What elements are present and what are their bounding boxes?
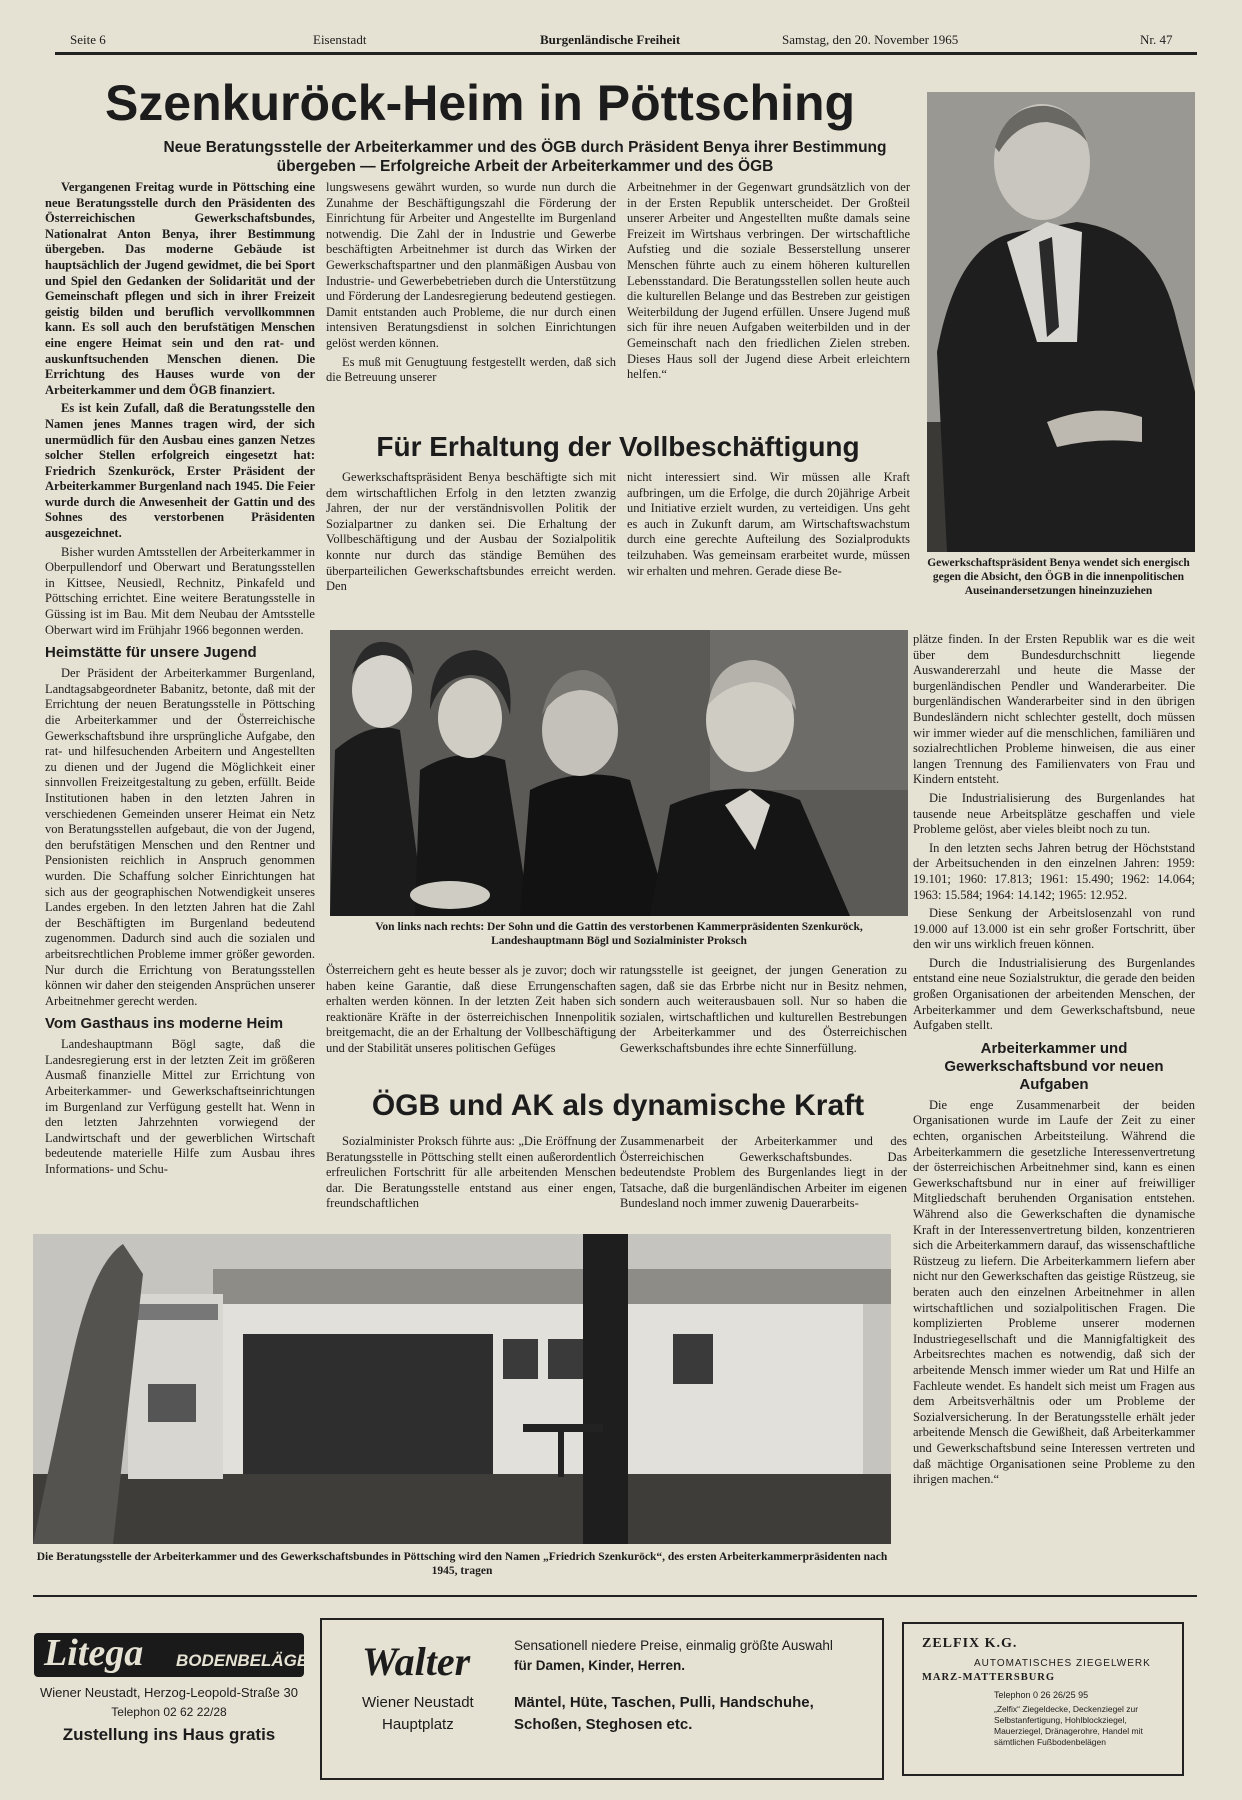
litega-address: Wiener Neustadt, Herzog-Leopold-Straße 30 — [40, 1685, 298, 1700]
paragraph: Durch die Industrialisierung des Burgenlandes entstand eine neue Sozialstruktur, die gerade den beiden großen Organisationen der arbeitenden Menschen, der Arbeiterkammer und dem Gewerkschaftsbund, neue Aufgaben stellt. — [913, 955, 1195, 1033]
vb-left — [326, 470, 616, 598]
paragraph: Bisher wurden Amtsstellen der Arbeiterkammer in Oberpullendorf und Oberwart und Beratungsstellen in Kittsee, Neusiedl, Rechnitz, Pinkafeld und Pöttsching errichtet. Eine weitere Beratungsstelle in Güssing ist im Bau. Mit dem Neubau der Amtsstelle Oberwart wird im Frühjahr 1966 begonnen werden. — [45, 544, 315, 637]
header-rule — [55, 52, 1197, 55]
mid-right — [620, 963, 907, 1060]
litega-phone: Telephon 02 62 22/28 — [111, 1705, 227, 1719]
photo-benya-caption: Gewerkschaftspräsident Benya wendet sich energisch gegen die Absicht, den ÖGB in die innenpolitischen Auseinandersetzungen hineinzuziehen — [927, 557, 1190, 597]
walter-line4: Schoßen, Steghosen etc. — [514, 1716, 693, 1733]
ads-rule — [33, 1595, 1197, 1597]
intro-paragraph: Vergangenen Freitag wurde in Pöttsching eine neue Beratungsstelle durch den Präsidenten des Österreichischen Gewerkschaftsbundes, Nationalrat Anton Benya, ihrer Bestimmung übergeben. Das moderne Gebäude ist hauptsächlich der Jugend gewidmet, die bei Sport und Spiel den Gedanken der Solidarität und der Gemeinschaft pflegen und sich in ihrer Freizeit geistig bilden und beruflich vervollkommnen kann. Es soll auch den berufstätigen Menschen eine engere Heimat sein und den rat- und auskunftsuchenden Menschen dienen. Die Errichtung des Hauses wurde von der Arbeiterkammer und dem ÖGB finanziert. — [45, 180, 315, 397]
paragraph: Arbeitnehmer in der Gegenwart grundsätzlich von der in der Ersten Republik unterscheidet. Der Großteil unserer Arbeiter und Angestellten mußte damals seine Freizeit im Wirtshaus verbringen. Der wirtschaftliche Aufstieg und die soziale Besserstellung unserer Menschen führte auch zu einem höheren kulturellen Lebensstandard. Die Beratungsstellen sollen heute auch die kulturellen Belange und das Bestreben zur geistigen Weiterbildung der Jugend erfüllen. Unsere Jugend muß sich für ihre neuen Aufgaben weiterbilden und in der Gemeinschaft nach den friedlichen Zielen streben. Dieses Haus soll der Jugend diese Arbeit erleichtern helfen.“ — [627, 180, 910, 382]
litega-tag: BODENBELÄGE — [176, 1651, 309, 1670]
photo-building — [33, 1234, 891, 1544]
paragraph: lungswesens gewährt wurden, so wurde nun durch die Zunahme der Beschäftigungszahl die Förderung der Einrichtung für Arbeiter und Angestellte im Burgenland notwendig. Die Zahl der in Industrie und Gewerbe beschäftigten Arbeitnehmer ist durch das Wirken der Gewerkschaftspartner und den planmäßigen Ausbau von Industrie- und Gewerbebetrieben durch die Unterstützung und Förderung der Landesregierung bedeutend gestiegen. Damit entstanden auch Probleme, die nur durch einen intensiven Beratungsdienst in solchen Einrichtungen gelöst werden können. — [326, 180, 616, 350]
paragraph: ratungsstelle ist geeignet, der jungen Generation zu sagen, daß sie das Erbrbe nicht nur in Besitz nehmen, sondern auch weiterausbauen soll. Nur so haben die sozialen, wirtschaftlichen und kulturellen Bestrebungen der Arbeiterkammer und des Österreichischen Gewerkschaftsbundes ihre echte Sinnerfüllung. — [620, 963, 907, 1055]
headline: Szenkuröck-Heim in Pöttsching — [104, 75, 856, 131]
building-illustration — [33, 1234, 891, 1544]
photo-benya — [927, 92, 1195, 552]
ad-zelfix — [902, 1622, 1184, 1776]
paragraph: Landeshauptmann Bögl sagte, daß die Landesregierung erst in der letzten Zeit im größeren Ausmaß finanzielle Mittel zur Errichtung von Arbeiterkammer- und Gewerkschaftseinrichtungen im Burgenland zur Verfügung gestellt hat. Wenn in den letzten Jahrzehnten vorwiegend der Landwirtschaft und der gewerblichen Wirtschaft bedeutende materielle Hilfe zum Ausbau ihres Informations- und Schu- — [45, 1037, 315, 1177]
subheading-jugend: Heimstätte für unsere Jugend — [45, 644, 257, 662]
paragraph: Diese Senkung der Arbeitslosenzahl von rund 19.000 auf 13.000 ist ein sehr großer Fortschritt, über den wir uns wirklich freuen können. — [913, 906, 1195, 952]
column-right — [913, 632, 1195, 1491]
paragraph: Die Industrialisierung des Burgenlandes hat tausende neue Arbeitsplätze geschaffen und viele Probleme gelöst, aber vieles bleibt noch zu tun. — [913, 790, 1195, 837]
litega-brand: Litega — [44, 1632, 144, 1674]
litega-logo — [34, 1632, 309, 1677]
walter-line3: Mäntel, Hüte, Taschen, Pulli, Handschuhe, — [514, 1694, 814, 1711]
column-3 — [627, 180, 910, 386]
walter-line2: für Damen, Kinder, Herren. — [514, 1658, 686, 1673]
dk-left — [326, 1134, 616, 1215]
subheadline: Neue Beratungsstelle der Arbeiterkammer und des ÖGB durch Präsident Benya ihrer Bestimmung übergeben — Erfolgreiche Arbeit der Arbeiterkammer und des ÖGB — [163, 139, 887, 175]
mid-left — [326, 963, 616, 1060]
zelfix-phone: Telephon 0 26 26/25 95 — [994, 1690, 1089, 1700]
paragraph: Der Präsident der Arbeiterkammer Burgenland, Landtagsabgeordneter Babanitz, betonte, daß mit der Errichtung der neuen Beratungsstelle in Pöttsching die Arbeiterkammer und der Österreichische Gewerkschaftsbund ihre ursprüngliche Aufgabe, den rat- und hilfesuchenden Arbeitern und Angestellten zu dienen und der Jugend die Möglichkeit einer sinnvollen Freizeitgestaltung zu geben, erfüllt. Beide Institutionen haben in den letzten Jahren in verschiedenen Gemeinden unserer Heimat ein Netz von Beratungsstellen aufgebaut, die von der Jugend, den berufstätigen Menschen und den Rentner und Pensionisten reichlich in Anspruch genommen wurden. Die Schaffung solcher Einrichtungen hat sich aus der geographischen Notwendigkeit unseres Landes ergeben. In den letzten Jahren hat die Zahl der Beschäftigten im Burgenland bedeutend zugenommen. Dadurch sind auch die sozialen und arbeitsrechtlichen Probleme immer größer geworden. Nur durch die Errichtung von Beratungsstellen können wir daher den steigenden Ansprüchen unserer Arbeitnehmer gerecht werden. — [45, 666, 315, 1008]
subheading-neue-aufgaben: Arbeiterkammer und Gewerkschaftsbund vor neuen Aufgaben — [944, 1039, 1164, 1093]
page-number: Seite 6 — [70, 32, 106, 47]
heading-vollbeschaeftigung: Für Erhaltung der Vollbeschäftigung — [376, 431, 860, 462]
dk-right — [620, 1134, 907, 1215]
zelfix-town: MARZ-MATTERSBURG — [922, 1672, 1056, 1683]
portrait-illustration — [927, 92, 1195, 552]
paragraph: Zusammenarbeit der Arbeiterkammer und des Österreichischen Gewerkschaftsbundes. Das bedeutendste Problem des Burgenlandes liegt in der Tatsache, daß die burgenländischen Arbeiter im eigenen Bundesland noch immer zuwenig Dauerarbeits- — [620, 1134, 907, 1211]
walter-line1: Sensationell niedere Preise, einmalig größte Auswahl — [514, 1638, 833, 1653]
group-illustration — [330, 630, 908, 916]
header-date: Samstag, den 20. November 1965 — [782, 32, 959, 47]
ad-litega — [30, 1625, 308, 1775]
paragraph: nicht interessiert sind. Wir müssen alle Kraft aufbringen, um die Erfolge, die durch 20jährige Arbeit und Initiative erzielt wurden, zu verteidigen. Uns geht es auch in Zukunft darum, am Wirtschaftswachstum durch eine gerechte Aufteilung des Sozialprodukts teilzuhaben. Was gemeinsam erarbeitet wurde, müssen wir erhalten und mehren. Gerade diese Be- — [627, 470, 910, 578]
column-2 — [326, 180, 616, 389]
paragraph: Gewerkschaftspräsident Benya beschäftigte sich mit dem wirtschaftlichen Erfolg in den letzten zwanzig Jahren, der nur der verständnisvollen Politik der Sozialpartner zu danken sei. Die Erhaltung der Vollbeschäftigung und der Ausbau der Sozialpolitik konnte nur durch das ständige Bemühen des überparteilichen Gewerkschaftsbundes erreicht werden. Den — [326, 470, 616, 594]
paragraph: Es muß mit Genugtuung festgestellt werden, daß sich die Betreuung unserer — [326, 354, 616, 385]
photo-building-caption: Die Beratungsstelle der Arbeiterkammer und des Gewerkschaftsbundes in Pöttsching wird den Namen „Friedrich Szenkuröck“, des ersten Arbeiterkammerpräsidenten nach 1945, tragen — [36, 1551, 888, 1577]
paragraph: Es ist kein Zufall, daß die Beratungsstelle den Namen jenes Mannes tragen wird, der sich unermüdlich für den Ausbau eines ganzen Netzes solcher Stellen erfolgreich eingesetzt hat: Friedrich Szenkuröck, Erster Präsident der Arbeiterkammer Burgenland nach 1945. Die Feier wurde durch die Anwesenheit der Gattin und des Sohnes des verstorbenen Präsidenten ausgezeichnet. — [45, 401, 315, 541]
header-paper-name: Burgenländische Freiheit — [540, 32, 681, 47]
walter-brand: Walter — [362, 1639, 471, 1684]
paragraph: In den letzten sechs Jahren betrug der Höchststand der Arbeitsuchenden in den einzelnen Jahren: 1959: 19.101; 1960: 17.813; 1961: 15.490; 1962: 14.064; 1963: 15.584; 1964: 14.142; 1965: 12.952. — [913, 840, 1195, 902]
walter-city: Wiener Neustadt — [362, 1694, 474, 1711]
zelfix-desc: „Zelfix“ Ziegeldecke, Deckenziegel zur Selbstanfertigung, Hohlblockziegel, Mauerziegel, Dränagerohre, Handel mit sämtlichen Fußbodenbelägen — [994, 1704, 1143, 1747]
column-1 — [45, 180, 315, 1181]
paragraph: Österreichern geht es heute besser als je zuvor; doch wir haben keine Garantie, daß diese Errungenschaften erhalten werden können. In der letzten Zeit haben sich reaktionäre Kräfte in der österreichischen Innenpolitik breitgemacht, die an der Erhaltung der Vollbeschäftigung und der Stabilität unseres politischen Gefüges — [326, 963, 616, 1055]
header-place: Eisenstadt — [313, 32, 367, 47]
paragraph: Sozialminister Proksch führte aus: „Die Eröffnung der Beratungsstelle in Pöttsching stellt einen außerordentlich erfreulichen Fortschritt für alle arbeitenden Menschen dar. Die Beratungsstelle entstand aus einer engen, freundschaftlichen — [326, 1134, 616, 1211]
paragraph: plätze finden. In der Ersten Republik war es die weit über dem Bundesdurchschnitt liegende Auswandererzahl und heute die Masse der burgenländischen Pendler und Wanderarbeiter. Die burgenländischen Wanderarbeiter sind in den übrigen Bundesländern nicht schlechter gestellt, doch müssen wir immer wieder auf die menschlichen, familiären und sozialrechtlichen Probleme hinweisen, die aus einer langen Trennung des Familienvaters von Frau und Kindern entsteht. — [913, 632, 1195, 787]
photo-group — [330, 630, 908, 916]
subheading-gasthaus: Vom Gasthaus ins moderne Heim — [45, 1015, 284, 1033]
photo-group-caption: Von links nach rechts: Der Sohn und die Gattin des verstorbenen Kammerpräsidenten Szenkuröck, Landeshauptmann Bögl und Sozialminister Proksch — [375, 921, 863, 947]
header-issue: Nr. 47 — [1140, 32, 1173, 47]
litega-delivery: Zustellung ins Haus gratis — [62, 1725, 276, 1744]
zelfix-name: ZELFIX K.G. — [922, 1636, 1018, 1651]
heading-dynamische-kraft: ÖGB und AK als dynamische Kraft — [371, 1089, 865, 1122]
zelfix-type: AUTOMATISCHES ZIEGELWERK — [974, 1658, 1151, 1669]
vb-right — [627, 470, 910, 582]
walter-place: Hauptplatz — [382, 1716, 454, 1733]
paragraph: Die enge Zusammenarbeit der beiden Organisationen wurde im Laufe der Zeit zu einer echten, organischen Arbeitsteilung. Während die Arbeiterkammern die gesetzliche Interessenvertretung der österreichischen Arbeitnehmer sind, kann es einen Gewerkschaftsbund nur in einer auf freiwilliger Mitgliedschaft beruhenden Organisation entstehen. Während also die Gewerkschaften die dynamische Kraft in der Interessenvertretung bilden, konzentrieren sich die Arbeiterkammern darauf, das wissenschaftliche Rüstzeug zu liefern. Die Arbeiterkammern liefern aber nicht nur den Gewerkschaften das geistige Rüstzeug, sie beraten auch den einzelnen Arbeitnehmer in allen wirtschaftlichen und sozialpolitischen Fragen. Die komplizierten Probleme unserer modernen Industriegesellschaft und die Mannigfaltigkeit des Arbeitsrechtes machen es notwendig, daß sich der arbeitende Mensch immer wieder um Rat und Hilfe an Fachleute wendet. Es handelt sich meist um Fragen aus dem Arbeitsverhältnis oder um Probleme der Sozialversicherung. In der Beratungsstelle erhält jeder arbeitende Mensch die Gewißheit, daß Arbeiterkammer und Gewerkschaftsbund seine Interessen vertreten und daß mächtige Organisationen seine Probleme zu den ihrigen machen.“ — [913, 1097, 1195, 1487]
ad-walter — [320, 1618, 884, 1780]
